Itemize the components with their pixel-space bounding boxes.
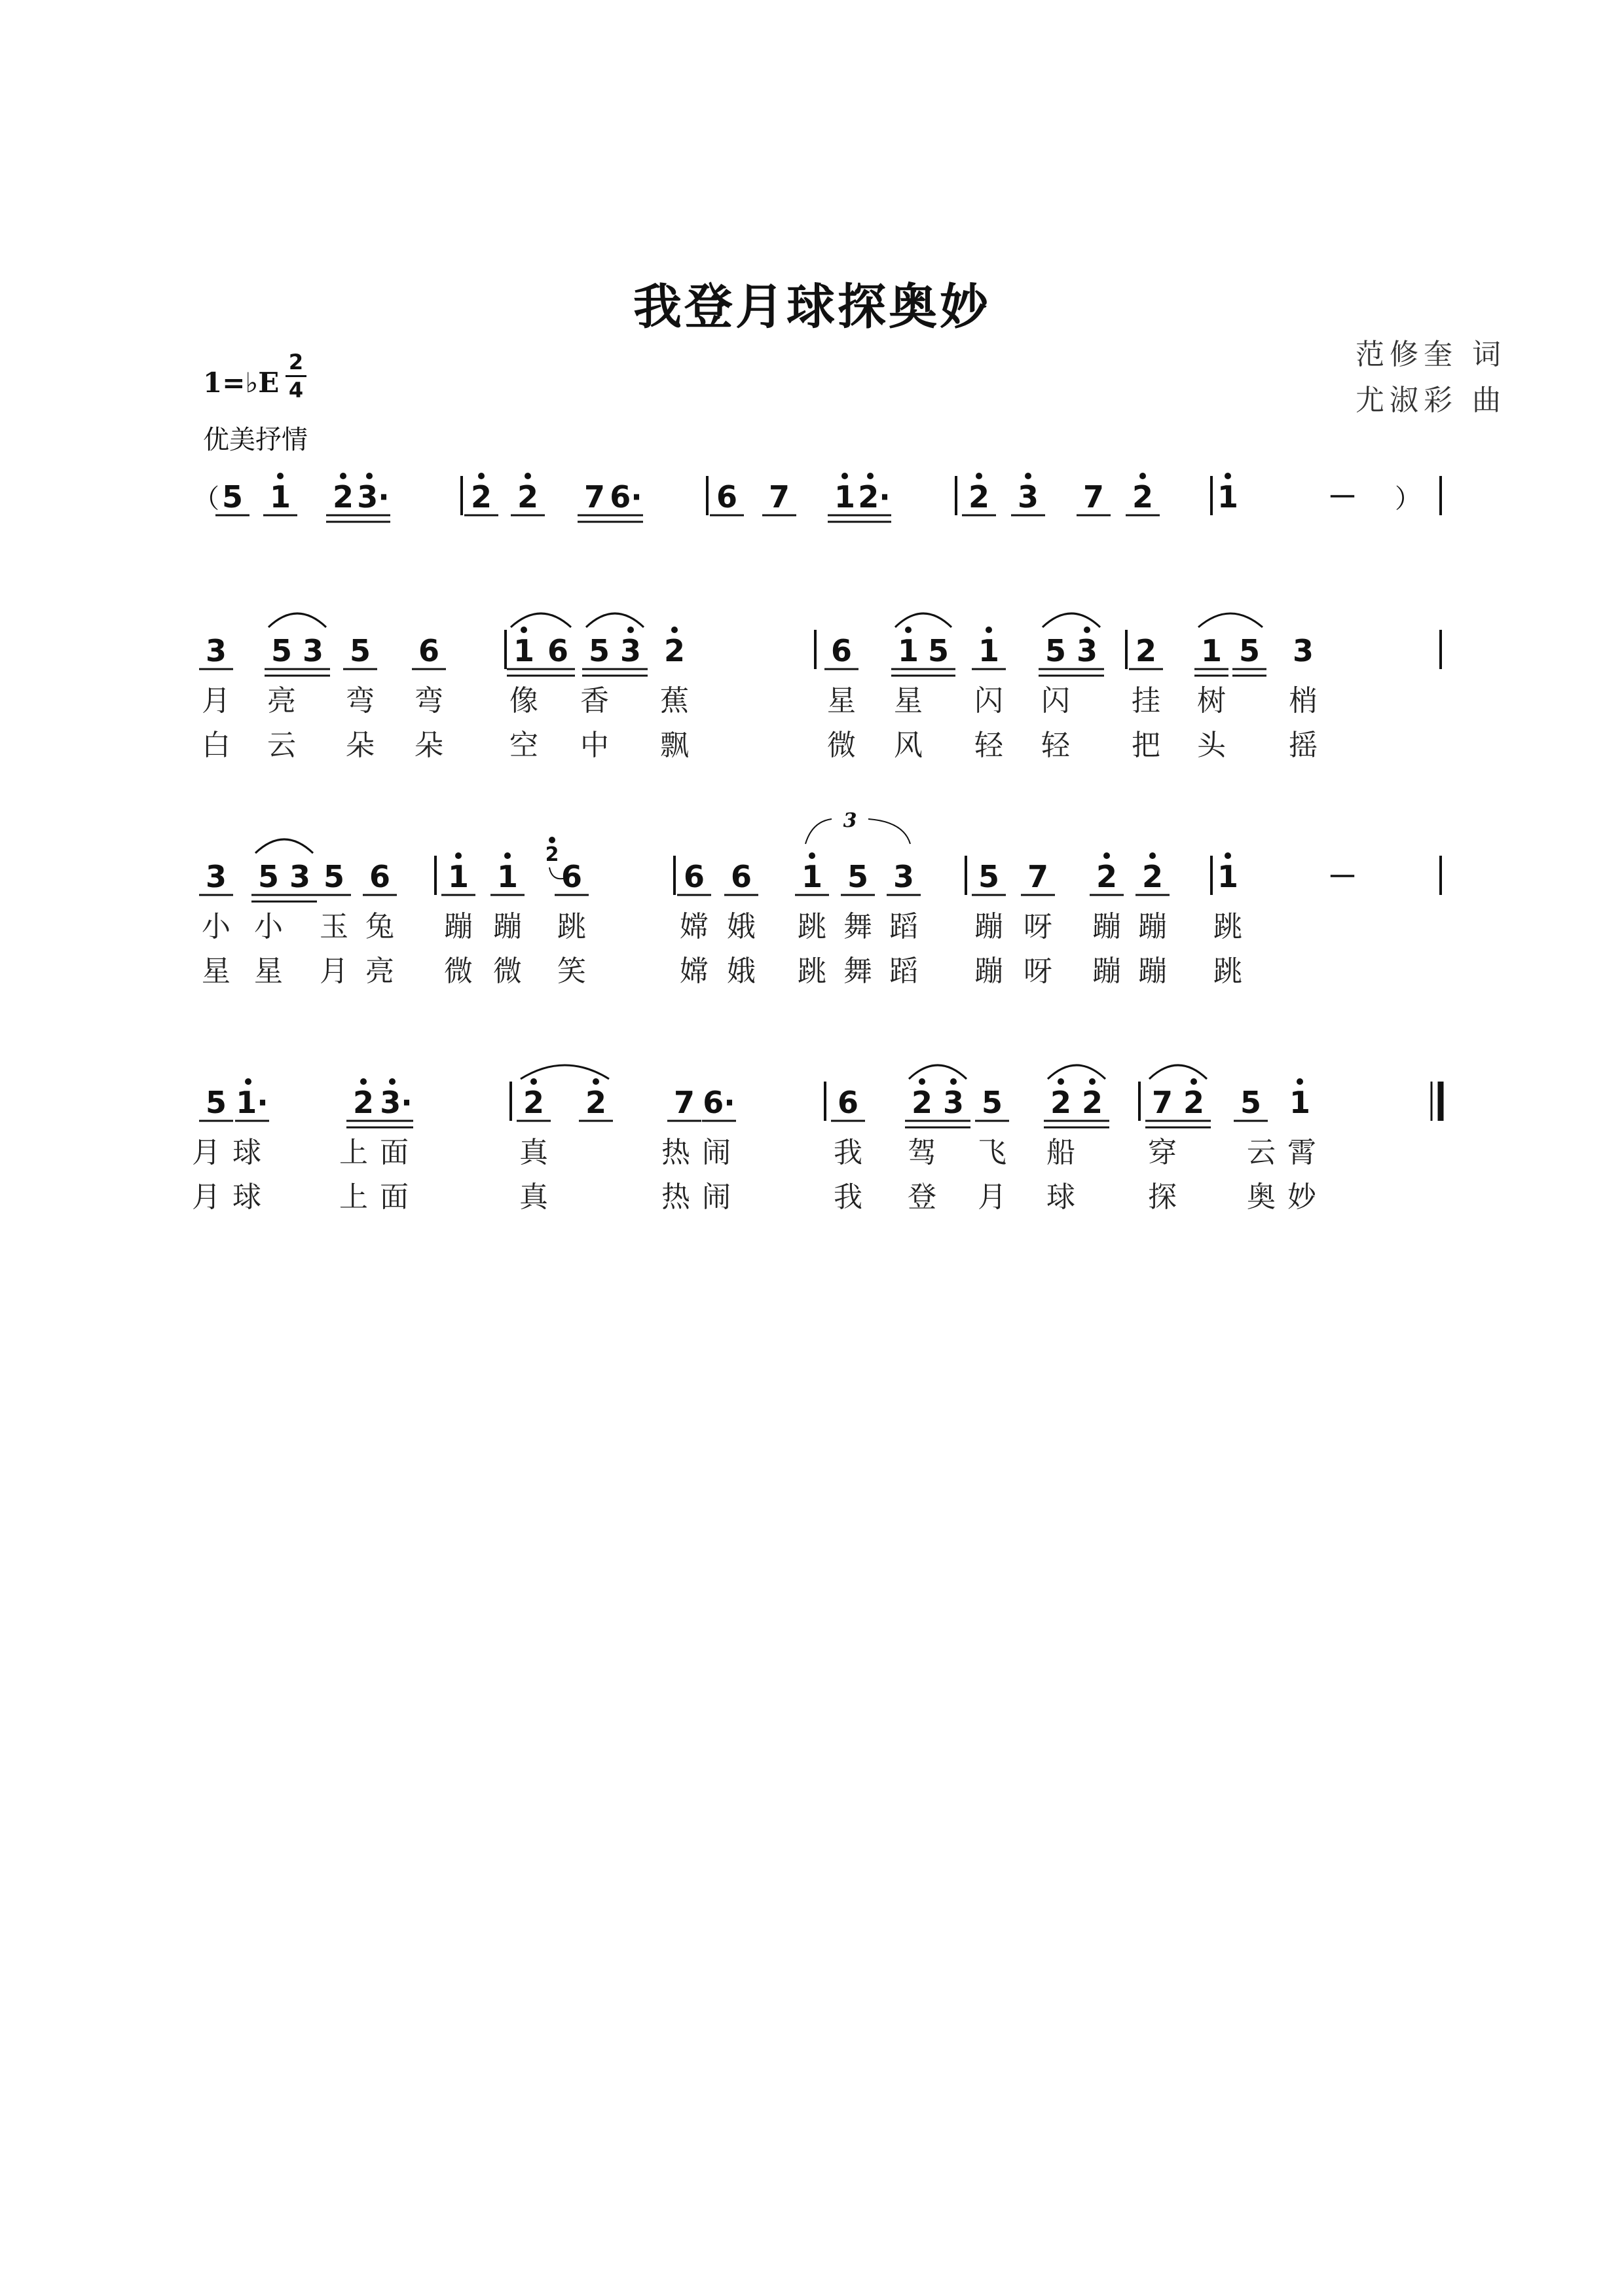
lyric-r2-v1-2: 月 (320, 955, 348, 988)
note-r3-9: 2 (911, 1085, 933, 1120)
lyric-r2-v1-10: 舞 (843, 955, 872, 988)
note-r1-16: 2 (1135, 633, 1157, 668)
high-dot-r2-16 (1149, 852, 1156, 859)
lyric-r2-v0-9: 跳 (798, 910, 826, 943)
high-dot-r3-13 (1089, 1078, 1096, 1085)
high-dot-r3-2 (360, 1078, 367, 1085)
high-dot-r3-5 (593, 1078, 599, 1085)
lyric-r2-v1-7: 嫦 (680, 955, 709, 988)
lyric-r1-v0-11: 挂 (1132, 684, 1160, 718)
note-r2-2: 3 (289, 859, 311, 894)
song-title: 我登月球探奥妙 (633, 279, 991, 335)
high-dot-r3-10 (950, 1078, 957, 1085)
note-r0-7: 6· (610, 479, 642, 515)
note-r2-14: 7 (1027, 859, 1049, 894)
lyric-r3-v1-4: 我 (834, 1180, 862, 1214)
note-r3-1: 1· (236, 1085, 268, 1120)
high-dot-r0-13 (1025, 473, 1031, 479)
lyric-r2-v1-12: 蹦 (974, 955, 1003, 988)
lyric-r2-v0-0: 小 (202, 910, 231, 943)
lyric-r3-v0-2: 真 (519, 1136, 548, 1169)
note-r3-8: 6 (837, 1085, 859, 1120)
slur-r2-0 (255, 839, 313, 853)
triplet-bracket-right (868, 819, 910, 844)
slur-r1-5 (1198, 613, 1263, 627)
high-dot-r3-4 (530, 1078, 537, 1085)
lyric-r2-v1-13: 呀 (1024, 955, 1052, 988)
high-dot-r0-15 (1139, 473, 1146, 479)
note-r2-15: 2 (1096, 859, 1118, 894)
grace-note: 2 (545, 843, 559, 866)
lyric-r3-v0-8: 穿 (1148, 1136, 1177, 1169)
lyric-r3-v1-5: 登 (908, 1180, 936, 1214)
high-dot-r3-17 (1297, 1078, 1303, 1085)
lyric-r1-v0-6: 蕉 (660, 684, 689, 718)
note-r0-1: 1 (269, 479, 291, 515)
lyric-r1-v1-6: 飘 (660, 729, 689, 762)
lyric-r2-v0-7: 嫦 (680, 910, 709, 943)
triplet-number: 3 (843, 809, 857, 832)
lyric-r3-v0-7: 船 (1046, 1136, 1075, 1169)
lyric-r3-v0-3: 热闹 (661, 1136, 743, 1169)
slur-r1-2 (586, 613, 644, 627)
lyric-r2-v1-5: 微 (493, 955, 522, 988)
note-r0-4: 2 (470, 479, 492, 515)
note-r1-14: 5 (1044, 633, 1067, 668)
note-r3-13: 2 (1081, 1085, 1103, 1120)
note-r0-2: 2 (332, 479, 354, 515)
lyric-r3-v0-5: 驾 (908, 1136, 936, 1169)
lyric-r1-v1-11: 把 (1132, 729, 1160, 762)
lyric-r1-v0-2: 弯 (346, 684, 375, 718)
note-r3-6: 7 (673, 1085, 695, 1120)
note-r1-6: 6 (547, 633, 569, 668)
lyric-r2-v1-6: 笑 (557, 955, 586, 988)
note-r0-5: 2 (517, 479, 539, 515)
lyric-r2-v0-4: 蹦 (444, 910, 473, 943)
lyric-r1-v0-3: 弯 (415, 684, 443, 718)
note-r1-0: 3 (205, 633, 227, 668)
note-r0-12: 2 (968, 479, 990, 515)
note-r2-8: 6 (683, 859, 705, 894)
lyric-r3-v1-3: 热闹 (661, 1180, 743, 1214)
lyric-r1-v0-9: 闪 (974, 684, 1003, 718)
lyric-r3-v0-6: 飞 (978, 1136, 1006, 1169)
note-r3-7: 6· (703, 1085, 735, 1120)
lyric-r2-v0-14: 蹦 (1092, 910, 1121, 943)
note-r2-5: 1 (447, 859, 470, 894)
lyric-r1-v0-5: 香 (580, 684, 609, 718)
lyric-r1-v1-10: 轻 (1041, 729, 1070, 762)
note-r3-3: 3· (380, 1085, 413, 1120)
high-dot-r0-3 (366, 473, 373, 479)
high-dot-r2-5 (455, 852, 462, 859)
note-r3-4: 2 (523, 1085, 545, 1120)
note-r0-8: 6 (716, 479, 738, 515)
slur-r1-1 (511, 613, 571, 627)
note-r1-7: 5 (588, 633, 610, 668)
high-dot-r2-15 (1103, 852, 1110, 859)
note-r1-8: 3 (619, 633, 642, 668)
lyric-r1-v0-4: 像 (509, 684, 538, 718)
high-dot-r3-15 (1190, 1078, 1197, 1085)
lyric-r1-v1-5: 中 (580, 729, 609, 762)
note-r0-16: 1 (1217, 479, 1239, 515)
lyric-r3-v0-4: 我 (834, 1136, 862, 1169)
note-r2-12: 3 (893, 859, 915, 894)
note-r0-6: 7 (583, 479, 606, 515)
note-r1-1: 5 (270, 633, 293, 668)
note-r0-10: 1 (834, 479, 856, 515)
note-r2-10: 1 (801, 859, 823, 894)
lyric-r2-v0-13: 呀 (1024, 910, 1052, 943)
note-r0-0: 5 (221, 479, 244, 515)
note-r2-4: 6 (369, 859, 391, 894)
lyric-r2-v1-4: 微 (444, 955, 473, 988)
lyric-r2-v0-5: 蹦 (493, 910, 522, 943)
lyric-r1-v1-4: 空 (509, 729, 538, 762)
lyric-r1-v0-0: 月 (202, 684, 231, 718)
lyric-r3-v0-0: 月球 (192, 1136, 273, 1169)
note-r1-15: 3 (1076, 633, 1098, 668)
lyric-r3-v1-0: 月球 (192, 1180, 273, 1214)
slur-r1-4 (1043, 613, 1100, 627)
lyric-r1-v1-9: 轻 (974, 729, 1003, 762)
lyric-r3-v0-9: 云霄 (1247, 1136, 1328, 1169)
high-dot-r0-1 (277, 473, 284, 479)
high-dot-r1-15 (1084, 627, 1090, 633)
note-r1-3: 5 (349, 633, 371, 668)
note-r3-10: 3 (942, 1085, 965, 1120)
note-r1-18: 5 (1238, 633, 1261, 668)
lyric-r2-v1-16: 跳 (1213, 955, 1242, 988)
note-r3-11: 5 (981, 1085, 1003, 1120)
note-r1-13: 1 (978, 633, 1000, 668)
note-r3-14: 7 (1151, 1085, 1173, 1120)
lyric-r1-v0-1: 亮 (267, 684, 296, 718)
slur-r3-2 (1048, 1065, 1105, 1079)
slur-r3-1 (909, 1065, 967, 1079)
high-dot-r0-2 (340, 473, 346, 479)
tempo-marking: 优美抒情 (203, 425, 308, 455)
note-r0-3: 3· (357, 479, 390, 515)
lyric-r1-v0-8: 星 (894, 684, 923, 718)
lyric-r2-v1-15: 蹦 (1138, 955, 1167, 988)
intro-open-paren: （ (193, 484, 219, 514)
note-r3-17: 1 (1289, 1085, 1311, 1120)
lyric-r1-v0-12: 树 (1197, 684, 1226, 718)
grace-high-dot (549, 837, 555, 843)
lyric-r1-v1-2: 朵 (346, 729, 375, 762)
lyric-r1-v1-7: 微 (827, 729, 856, 762)
high-dot-r3-3 (389, 1078, 396, 1085)
slur-r1-3 (895, 613, 951, 627)
note-r3-12: 2 (1050, 1085, 1072, 1120)
lyric-r2-v0-3: 兔 (365, 910, 394, 943)
note-r1-12: 5 (927, 633, 950, 668)
triplet-bracket-left (805, 819, 832, 844)
note-r0-17: － (1327, 479, 1357, 515)
note-r3-2: 2 (352, 1085, 375, 1120)
high-dot-r1-11 (905, 627, 912, 633)
note-r3-0: 5 (205, 1085, 227, 1120)
slur-r3-0 (521, 1065, 609, 1079)
slur-r1-0 (268, 613, 326, 627)
note-r2-13: 5 (978, 859, 1000, 894)
high-dot-r1-5 (521, 627, 527, 633)
note-r1-19: 3 (1292, 633, 1314, 668)
lyric-r3-v1-1: 上面 (339, 1180, 420, 1214)
note-r3-16: 5 (1240, 1085, 1262, 1120)
lyric-r2-v1-1: 星 (254, 955, 283, 988)
lyric-r3-v0-1: 上面 (339, 1136, 420, 1169)
lyric-r1-v1-3: 朵 (415, 729, 443, 762)
note-r2-1: 5 (257, 859, 280, 894)
note-r2-17: 1 (1217, 859, 1239, 894)
lyric-r2-v0-1: 小 (254, 910, 283, 943)
time-sig-top: 2 (288, 350, 304, 374)
note-r3-5: 2 (585, 1085, 607, 1120)
note-r0-9: 7 (768, 479, 790, 515)
time-sig-bottom: 4 (288, 378, 304, 403)
note-r1-9: 2 (663, 633, 686, 668)
lyric-r3-v1-2: 真 (519, 1180, 548, 1214)
note-r0-13: 3 (1017, 479, 1039, 515)
lyric-r2-v0-10: 舞 (843, 910, 872, 943)
lyric-r1-v1-0: 白 (202, 729, 231, 762)
high-dot-r2-17 (1225, 852, 1231, 859)
note-r1-5: 1 (513, 633, 535, 668)
lyric-r2-v0-15: 蹦 (1138, 910, 1167, 943)
lyric-r3-v1-7: 球 (1046, 1180, 1075, 1214)
lyric-r2-v0-8: 娥 (727, 910, 756, 943)
lyric-r3-v1-6: 月 (978, 1180, 1006, 1214)
note-r1-17: 1 (1200, 633, 1223, 668)
lyric-r2-v1-14: 蹦 (1092, 955, 1121, 988)
lyricist-credit: 范修奎 词 (1356, 338, 1506, 371)
lyric-r2-v1-9: 跳 (798, 955, 826, 988)
note-r2-11: 5 (847, 859, 869, 894)
high-dot-r0-4 (478, 473, 485, 479)
lyric-r1-v0-13: 梢 (1289, 684, 1318, 718)
lyric-r2-v0-11: 蹈 (889, 910, 918, 943)
lyric-r1-v1-8: 风 (894, 729, 923, 762)
note-r0-15: 2 (1132, 479, 1154, 515)
high-dot-r0-10 (841, 473, 848, 479)
lyric-r1-v1-13: 摇 (1289, 729, 1318, 762)
intro-close-paren: ） (1395, 484, 1421, 514)
lyric-r1-v1-1: 云 (267, 729, 296, 762)
lyric-r2-v1-8: 娥 (727, 955, 756, 988)
lyric-r1-v0-7: 星 (827, 684, 856, 718)
lyric-r2-v1-0: 星 (202, 955, 231, 988)
lyric-r2-v0-2: 玉 (320, 910, 348, 943)
high-dot-r3-1 (245, 1078, 251, 1085)
high-dot-r0-16 (1225, 473, 1231, 479)
high-dot-r3-9 (919, 1078, 925, 1085)
high-dot-r0-11 (867, 473, 874, 479)
note-r2-6: 1 (496, 859, 519, 894)
high-dot-r3-12 (1058, 1078, 1064, 1085)
note-r2-18: － (1327, 859, 1357, 894)
note-r1-11: 1 (897, 633, 919, 668)
high-dot-r0-12 (976, 473, 982, 479)
high-dot-r1-8 (627, 627, 634, 633)
composer-credit: 尤淑彩 曲 (1356, 384, 1506, 417)
slur-r3-3 (1149, 1065, 1207, 1079)
note-r1-2: 3 (302, 633, 324, 668)
lyric-r3-v1-9: 奥妙 (1247, 1180, 1328, 1214)
lyric-r1-v0-10: 闪 (1041, 684, 1070, 718)
lyric-r2-v0-16: 跳 (1213, 910, 1242, 943)
lyric-r2-v0-12: 蹦 (974, 910, 1003, 943)
note-r1-4: 6 (418, 633, 440, 668)
note-r2-7: 6 (561, 859, 583, 894)
note-r2-3: 5 (323, 859, 345, 894)
lyric-r2-v1-3: 亮 (365, 955, 394, 988)
note-r2-9: 6 (730, 859, 752, 894)
note-r1-10: 6 (830, 633, 853, 668)
high-dot-r0-5 (525, 473, 531, 479)
high-dot-r2-6 (504, 852, 511, 859)
lyric-r1-v1-12: 头 (1197, 729, 1226, 762)
lyric-r2-v1-11: 蹈 (889, 955, 918, 988)
key-signature: 1=♭E (203, 367, 280, 399)
lyric-r3-v1-8: 探 (1148, 1180, 1177, 1214)
note-r3-15: 2 (1183, 1085, 1205, 1120)
note-r2-16: 2 (1141, 859, 1164, 894)
high-dot-r2-10 (809, 852, 815, 859)
note-r0-11: 2· (858, 479, 891, 515)
note-r0-14: 7 (1082, 479, 1105, 515)
high-dot-r1-13 (986, 627, 992, 633)
note-r2-0: 3 (205, 859, 227, 894)
lyric-r2-v0-6: 跳 (557, 910, 586, 943)
high-dot-r1-9 (671, 627, 678, 633)
